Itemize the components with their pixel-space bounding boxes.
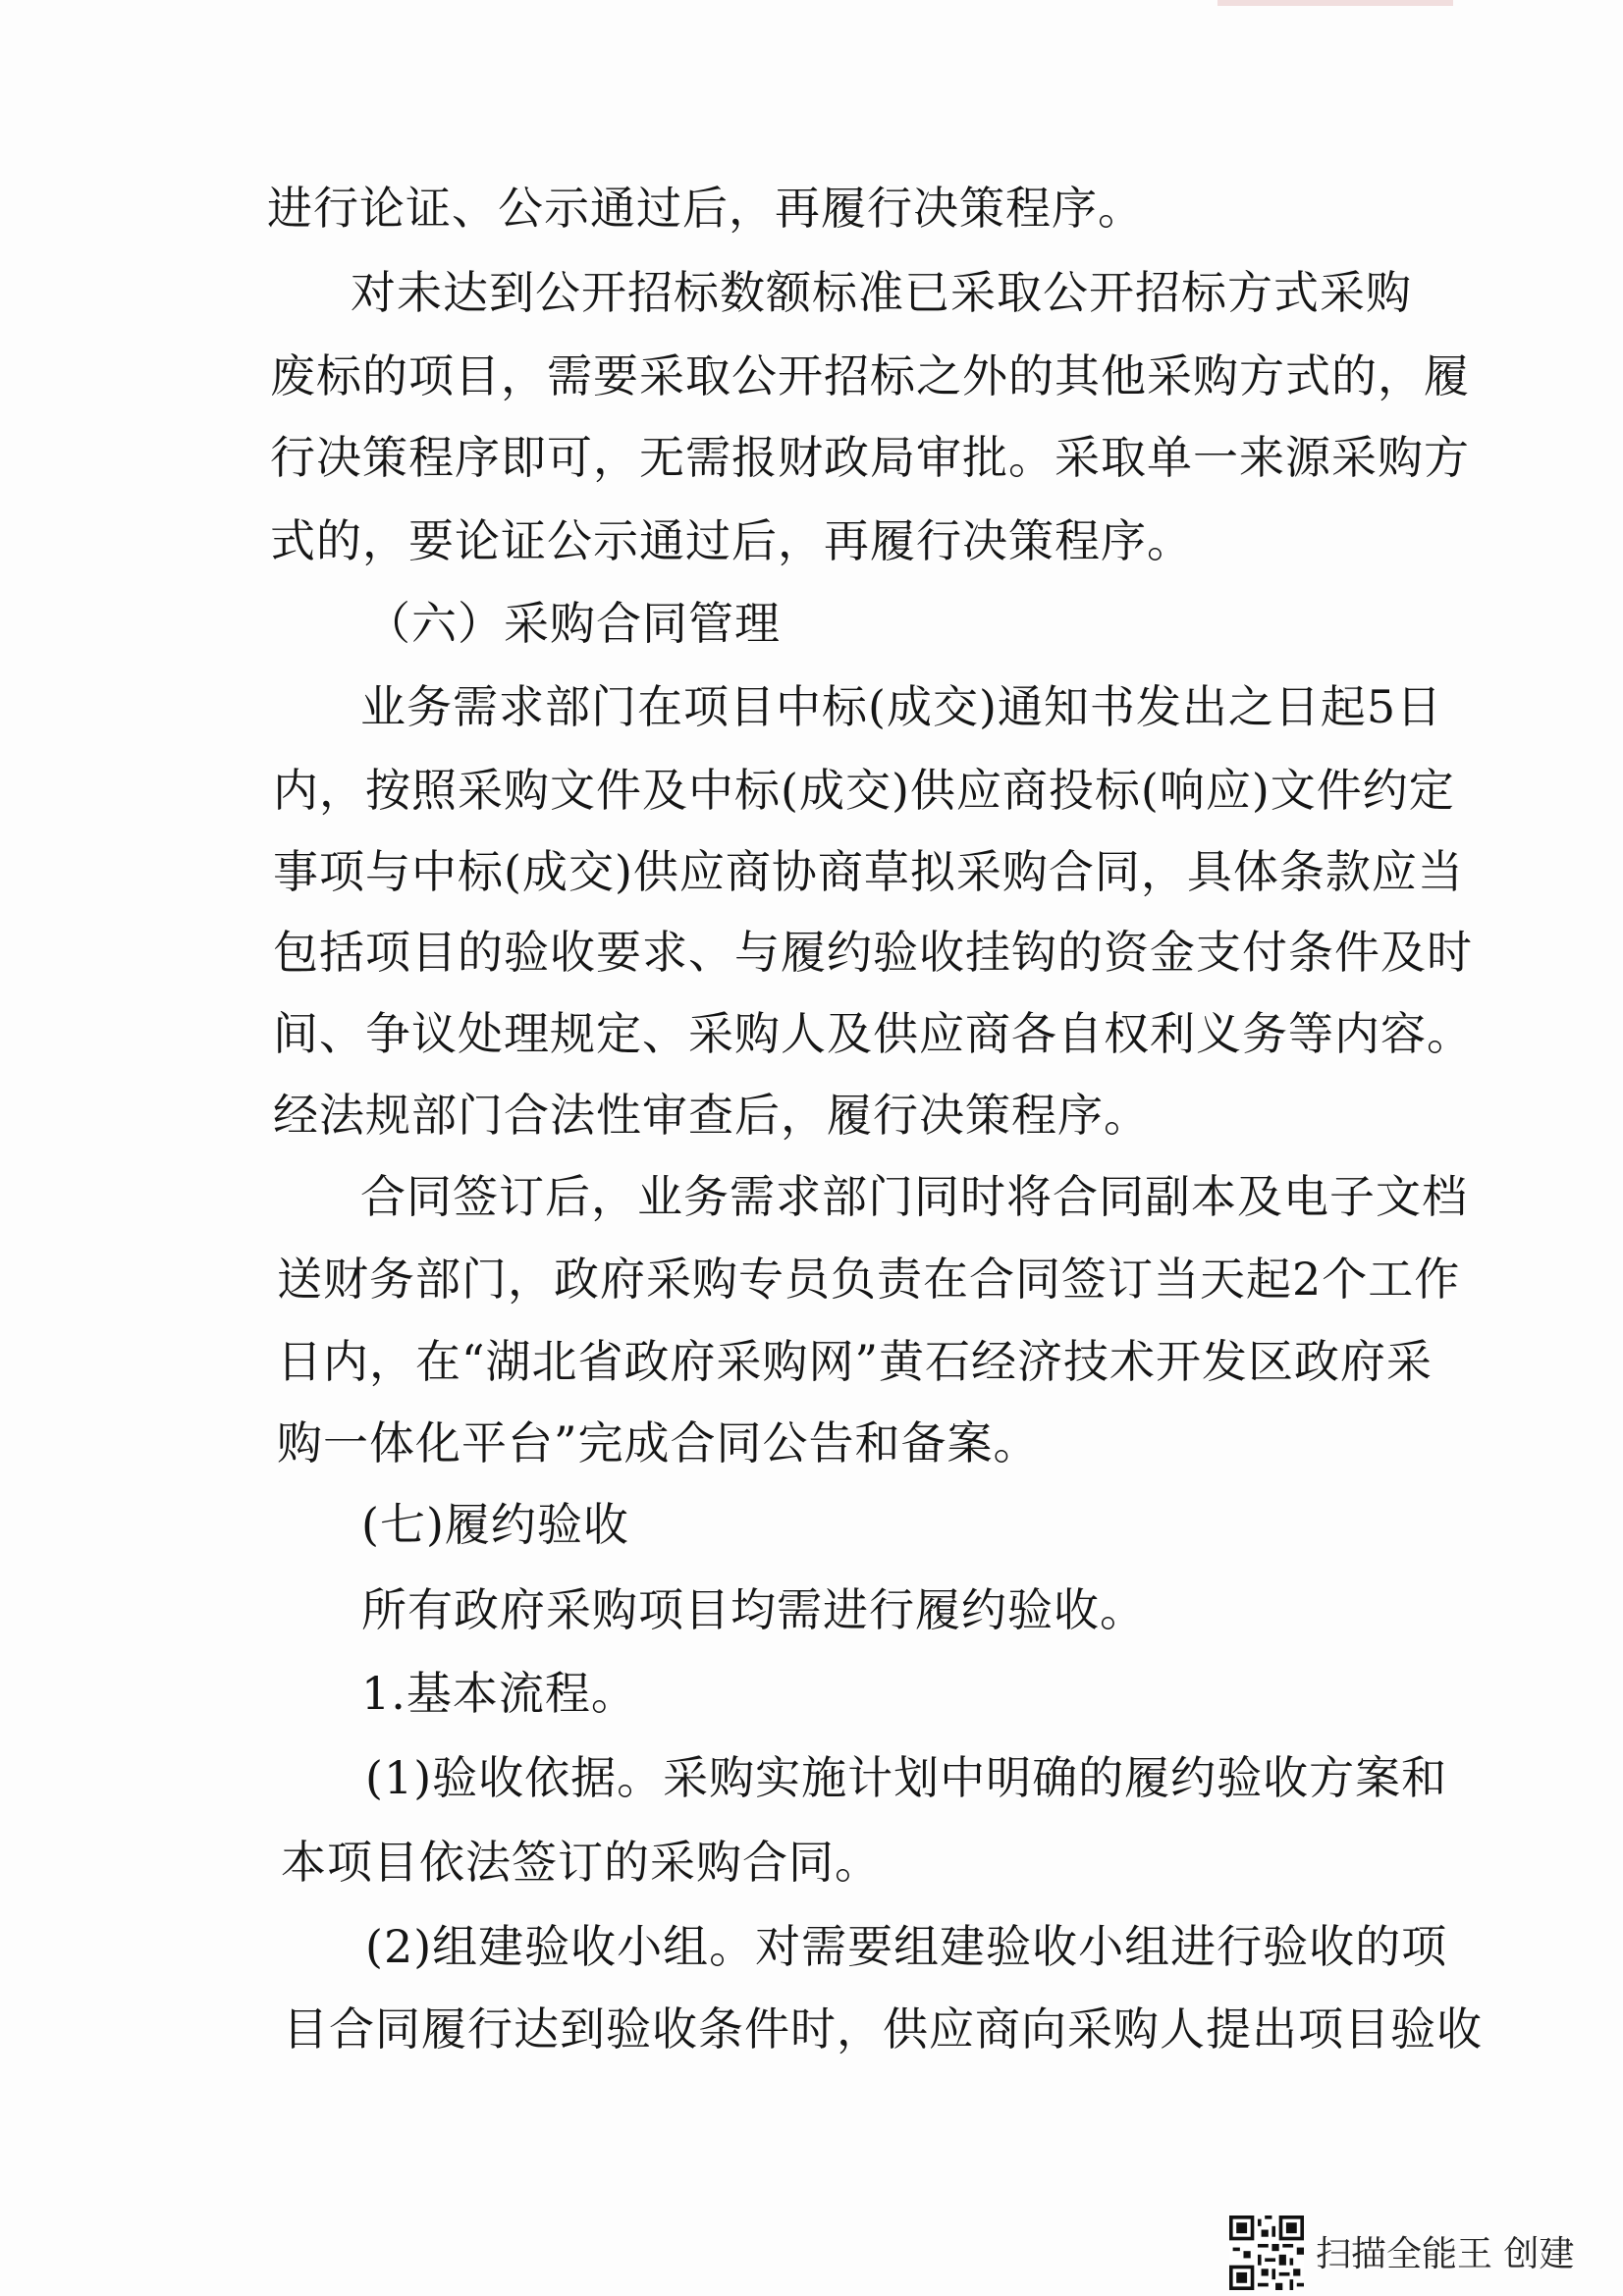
text-line: (1)验收依据。采购实施计划中明确的履约验收方案和 bbox=[365, 1751, 1448, 1804]
text-line: (2)组建验收小组。对需要组建验收小组进行验收的项 bbox=[365, 1920, 1448, 1973]
section-heading: （六）采购合同管理 bbox=[365, 597, 781, 650]
text-line: 事项与中标(成交)供应商协商草拟采购合同，具体条款应当 bbox=[273, 845, 1464, 898]
text-line: 行决策程序即可，无需报财政局审批。采取单一来源采购方 bbox=[270, 431, 1470, 484]
text-line: 废标的项目，需要采取公开招标之外的其他采购方式的，履 bbox=[270, 349, 1470, 402]
text-line: 进行论证、公示通过后，再履行决策程序。 bbox=[267, 182, 1144, 235]
text-line: 1.基本流程。 bbox=[361, 1667, 637, 1720]
text-line: 合同签订后，业务需求部门同时将合同副本及电子文档 bbox=[360, 1170, 1468, 1223]
text-line: 目合同履行达到验收条件时，供应商向采购人提出项目验收 bbox=[283, 2002, 1483, 2056]
text-line: 间、争议处理规定、采购人及供应商各自权利义务等内容。 bbox=[273, 1007, 1473, 1060]
text-line: 对未达到公开招标数额标准已采取公开招标方式采购 bbox=[351, 266, 1412, 319]
text-line: 式的，要论证公示通过后，再履行决策程序。 bbox=[270, 514, 1193, 567]
text-line: 包括项目的验收要求、与履约验收挂钩的资金支付条件及时 bbox=[273, 926, 1473, 979]
text-line: 所有政府采购项目均需进行履约验收。 bbox=[361, 1583, 1146, 1636]
section-heading: (七)履约验收 bbox=[361, 1498, 629, 1551]
text-line: 内，按照采购文件及中标(成交)供应商投标(响应)文件约定 bbox=[273, 764, 1455, 817]
scan-edge-mark bbox=[1217, 0, 1453, 6]
text-line: 业务需求部门在项目中标(成交)通知书发出之日起5日 bbox=[360, 680, 1443, 733]
qr-code-icon bbox=[1229, 2216, 1304, 2290]
scanner-watermark: 扫描全能王 创建 bbox=[1316, 2234, 1575, 2274]
text-line: 送财务部门，政府采购专员负责在合同签订当天起2个工作 bbox=[277, 1253, 1461, 1306]
text-line: 经法规部门合法性审查后，履行决策程序。 bbox=[273, 1089, 1150, 1142]
text-line: 购一体化平台”完成合同公告和备案。 bbox=[277, 1416, 1040, 1469]
text-line: 日内，在“湖北省政府采购网”黄石经济技术开发区政府采 bbox=[277, 1335, 1434, 1388]
text-line: 本项目依法签订的采购合同。 bbox=[281, 1836, 881, 1889]
